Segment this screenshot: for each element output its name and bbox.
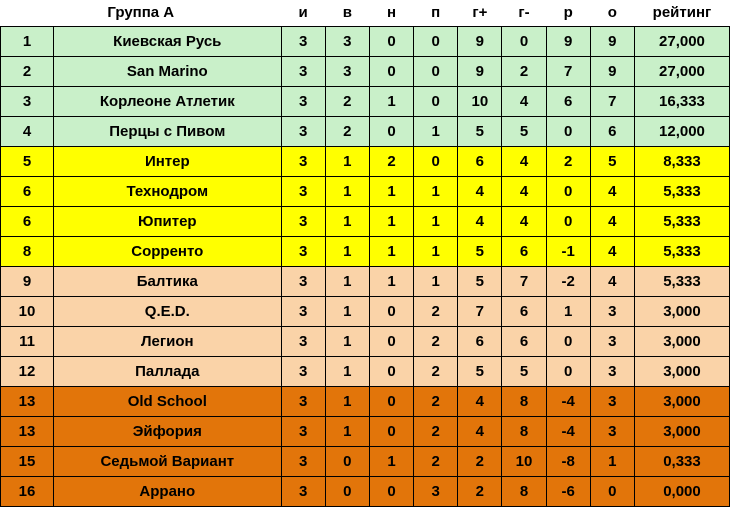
cell-points: 3 xyxy=(590,297,634,327)
standings-body xyxy=(1,27,730,507)
cell-goals-for: 4 xyxy=(458,207,502,237)
cell-position: 13 xyxy=(1,417,54,447)
cell-wins: 1 xyxy=(325,297,369,327)
cell-goals-for: 4 xyxy=(458,387,502,417)
cell-games: 3 xyxy=(281,237,325,267)
cell-goals-against: 4 xyxy=(502,207,546,237)
cell-losses: 2 xyxy=(414,447,458,477)
cell-games: 3 xyxy=(281,447,325,477)
cell-goals-for: 5 xyxy=(458,117,502,147)
cell-position: 4 xyxy=(1,117,54,147)
cell-losses: 0 xyxy=(414,57,458,87)
cell-team-name: Киевская Русь xyxy=(54,27,282,57)
cell-losses: 2 xyxy=(414,417,458,447)
cell-draws: 1 xyxy=(369,267,413,297)
cell-position: 9 xyxy=(1,267,54,297)
cell-draws: 1 xyxy=(369,87,413,117)
table-row xyxy=(1,27,730,57)
column-header-points: о xyxy=(590,0,634,27)
cell-goals-for: 7 xyxy=(458,297,502,327)
cell-games: 3 xyxy=(281,207,325,237)
table-row xyxy=(1,387,730,417)
cell-draws: 0 xyxy=(369,297,413,327)
cell-position: 6 xyxy=(1,207,54,237)
cell-wins: 3 xyxy=(325,27,369,57)
cell-losses: 1 xyxy=(414,207,458,237)
cell-rating: 3,000 xyxy=(634,417,729,447)
cell-goals-for: 2 xyxy=(458,477,502,507)
cell-goals-for: 6 xyxy=(458,327,502,357)
cell-position: 11 xyxy=(1,327,54,357)
cell-goal-diff: 0 xyxy=(546,207,590,237)
cell-games: 3 xyxy=(281,327,325,357)
cell-points: 3 xyxy=(590,357,634,387)
cell-goals-against: 8 xyxy=(502,387,546,417)
table-row xyxy=(1,207,730,237)
cell-points: 3 xyxy=(590,417,634,447)
cell-team-name: Паллада xyxy=(54,357,282,387)
cell-draws: 0 xyxy=(369,477,413,507)
cell-losses: 1 xyxy=(414,237,458,267)
cell-points: 7 xyxy=(590,87,634,117)
cell-draws: 0 xyxy=(369,387,413,417)
cell-rating: 16,333 xyxy=(634,87,729,117)
cell-games: 3 xyxy=(281,477,325,507)
cell-wins: 1 xyxy=(325,177,369,207)
cell-losses: 0 xyxy=(414,27,458,57)
column-header-wins: в xyxy=(325,0,369,27)
cell-rating: 5,333 xyxy=(634,177,729,207)
cell-team-name: Q.E.D. xyxy=(54,297,282,327)
column-header-draws: н xyxy=(369,0,413,27)
cell-points: 4 xyxy=(590,207,634,237)
cell-rating: 3,000 xyxy=(634,387,729,417)
cell-goal-diff: -4 xyxy=(546,387,590,417)
cell-goals-against: 6 xyxy=(502,327,546,357)
cell-team-name: Технодром xyxy=(54,177,282,207)
cell-points: 3 xyxy=(590,387,634,417)
cell-wins: 0 xyxy=(325,477,369,507)
cell-games: 3 xyxy=(281,177,325,207)
cell-wins: 1 xyxy=(325,147,369,177)
cell-goals-against: 5 xyxy=(502,117,546,147)
cell-rating: 3,000 xyxy=(634,327,729,357)
cell-goal-diff: -6 xyxy=(546,477,590,507)
cell-position: 8 xyxy=(1,237,54,267)
cell-losses: 1 xyxy=(414,267,458,297)
column-header-games: и xyxy=(281,0,325,27)
table-header-row xyxy=(1,0,730,27)
cell-draws: 1 xyxy=(369,177,413,207)
cell-team-name: Интер xyxy=(54,147,282,177)
table-row xyxy=(1,327,730,357)
cell-losses: 2 xyxy=(414,387,458,417)
cell-games: 3 xyxy=(281,417,325,447)
cell-points: 4 xyxy=(590,237,634,267)
cell-losses: 0 xyxy=(414,147,458,177)
cell-goals-for: 2 xyxy=(458,447,502,477)
cell-team-name: San Marino xyxy=(54,57,282,87)
cell-points: 3 xyxy=(590,327,634,357)
table-row xyxy=(1,147,730,177)
cell-games: 3 xyxy=(281,87,325,117)
cell-games: 3 xyxy=(281,357,325,387)
cell-wins: 3 xyxy=(325,57,369,87)
cell-goals-against: 5 xyxy=(502,357,546,387)
cell-points: 9 xyxy=(590,27,634,57)
table-row xyxy=(1,57,730,87)
cell-goals-against: 4 xyxy=(502,177,546,207)
cell-rating: 27,000 xyxy=(634,57,729,87)
cell-rating: 5,333 xyxy=(634,237,729,267)
table-row xyxy=(1,117,730,147)
cell-team-name: Юпитер xyxy=(54,207,282,237)
cell-wins: 2 xyxy=(325,87,369,117)
cell-position: 1 xyxy=(1,27,54,57)
cell-team-name: Аррано xyxy=(54,477,282,507)
cell-goal-diff: -2 xyxy=(546,267,590,297)
cell-wins: 1 xyxy=(325,417,369,447)
cell-goals-against: 10 xyxy=(502,447,546,477)
cell-position: 16 xyxy=(1,477,54,507)
column-header-goal-diff: р xyxy=(546,0,590,27)
cell-team-name: Корлеоне Атлетик xyxy=(54,87,282,117)
cell-wins: 1 xyxy=(325,327,369,357)
cell-rating: 5,333 xyxy=(634,267,729,297)
cell-rating: 27,000 xyxy=(634,27,729,57)
group-title: Группа А xyxy=(1,0,282,27)
cell-goals-against: 4 xyxy=(502,87,546,117)
column-header-rating: рейтинг xyxy=(634,0,729,27)
column-header-goals-for: г+ xyxy=(458,0,502,27)
cell-goal-diff: -1 xyxy=(546,237,590,267)
table-row xyxy=(1,417,730,447)
cell-games: 3 xyxy=(281,57,325,87)
cell-wins: 0 xyxy=(325,447,369,477)
cell-rating: 0,333 xyxy=(634,447,729,477)
cell-position: 3 xyxy=(1,87,54,117)
cell-losses: 2 xyxy=(414,327,458,357)
cell-draws: 1 xyxy=(369,447,413,477)
cell-team-name: Балтика xyxy=(54,267,282,297)
cell-goals-against: 8 xyxy=(502,477,546,507)
cell-goals-against: 8 xyxy=(502,417,546,447)
cell-points: 1 xyxy=(590,447,634,477)
cell-goals-for: 9 xyxy=(458,27,502,57)
cell-games: 3 xyxy=(281,147,325,177)
cell-team-name: Эйфория xyxy=(54,417,282,447)
cell-games: 3 xyxy=(281,267,325,297)
cell-position: 2 xyxy=(1,57,54,87)
cell-goals-against: 6 xyxy=(502,237,546,267)
cell-wins: 1 xyxy=(325,357,369,387)
cell-position: 6 xyxy=(1,177,54,207)
table-row xyxy=(1,447,730,477)
cell-goals-for: 5 xyxy=(458,237,502,267)
cell-team-name: Легион xyxy=(54,327,282,357)
cell-points: 4 xyxy=(590,177,634,207)
cell-draws: 0 xyxy=(369,327,413,357)
column-header-goals-against: г- xyxy=(502,0,546,27)
column-header-losses: п xyxy=(414,0,458,27)
cell-rating: 3,000 xyxy=(634,297,729,327)
cell-games: 3 xyxy=(281,117,325,147)
cell-goals-against: 2 xyxy=(502,57,546,87)
cell-goal-diff: 1 xyxy=(546,297,590,327)
cell-points: 9 xyxy=(590,57,634,87)
table-row xyxy=(1,357,730,387)
cell-goals-for: 4 xyxy=(458,417,502,447)
table-row xyxy=(1,267,730,297)
cell-rating: 0,000 xyxy=(634,477,729,507)
cell-position: 10 xyxy=(1,297,54,327)
cell-wins: 1 xyxy=(325,267,369,297)
cell-draws: 1 xyxy=(369,207,413,237)
cell-goal-diff: 0 xyxy=(546,357,590,387)
cell-games: 3 xyxy=(281,297,325,327)
table-row xyxy=(1,237,730,267)
cell-games: 3 xyxy=(281,387,325,417)
cell-goal-diff: -4 xyxy=(546,417,590,447)
cell-draws: 0 xyxy=(369,57,413,87)
cell-points: 6 xyxy=(590,117,634,147)
cell-goal-diff: 9 xyxy=(546,27,590,57)
cell-goals-against: 4 xyxy=(502,147,546,177)
cell-draws: 0 xyxy=(369,117,413,147)
cell-goal-diff: -8 xyxy=(546,447,590,477)
cell-rating: 12,000 xyxy=(634,117,729,147)
cell-losses: 0 xyxy=(414,87,458,117)
cell-rating: 5,333 xyxy=(634,207,729,237)
cell-points: 0 xyxy=(590,477,634,507)
cell-rating: 3,000 xyxy=(634,357,729,387)
cell-team-name: Сорренто xyxy=(54,237,282,267)
cell-losses: 2 xyxy=(414,357,458,387)
cell-draws: 1 xyxy=(369,237,413,267)
cell-goal-diff: 2 xyxy=(546,147,590,177)
cell-goal-diff: 0 xyxy=(546,177,590,207)
cell-position: 15 xyxy=(1,447,54,477)
cell-losses: 1 xyxy=(414,177,458,207)
cell-draws: 0 xyxy=(369,357,413,387)
cell-team-name: Old School xyxy=(54,387,282,417)
cell-goals-against: 7 xyxy=(502,267,546,297)
cell-goals-for: 5 xyxy=(458,357,502,387)
cell-points: 5 xyxy=(590,147,634,177)
cell-goal-diff: 0 xyxy=(546,327,590,357)
cell-rating: 8,333 xyxy=(634,147,729,177)
cell-team-name: Перцы с Пивом xyxy=(54,117,282,147)
cell-draws: 0 xyxy=(369,27,413,57)
cell-draws: 2 xyxy=(369,147,413,177)
cell-position: 12 xyxy=(1,357,54,387)
cell-losses: 1 xyxy=(414,117,458,147)
table-row xyxy=(1,87,730,117)
cell-wins: 1 xyxy=(325,237,369,267)
table-row xyxy=(1,297,730,327)
cell-goal-diff: 0 xyxy=(546,117,590,147)
cell-goals-for: 4 xyxy=(458,177,502,207)
cell-goals-for: 5 xyxy=(458,267,502,297)
table-row xyxy=(1,177,730,207)
cell-position: 5 xyxy=(1,147,54,177)
cell-draws: 0 xyxy=(369,417,413,447)
cell-points: 4 xyxy=(590,267,634,297)
cell-goal-diff: 6 xyxy=(546,87,590,117)
cell-games: 3 xyxy=(281,27,325,57)
cell-wins: 1 xyxy=(325,207,369,237)
table-row xyxy=(1,477,730,507)
cell-goal-diff: 7 xyxy=(546,57,590,87)
cell-position: 13 xyxy=(1,387,54,417)
cell-goals-for: 9 xyxy=(458,57,502,87)
cell-losses: 3 xyxy=(414,477,458,507)
cell-wins: 2 xyxy=(325,117,369,147)
cell-team-name: Седьмой Вариант xyxy=(54,447,282,477)
cell-goals-for: 6 xyxy=(458,147,502,177)
cell-goals-against: 6 xyxy=(502,297,546,327)
cell-losses: 2 xyxy=(414,297,458,327)
cell-wins: 1 xyxy=(325,387,369,417)
cell-goals-against: 0 xyxy=(502,27,546,57)
cell-goals-for: 10 xyxy=(458,87,502,117)
